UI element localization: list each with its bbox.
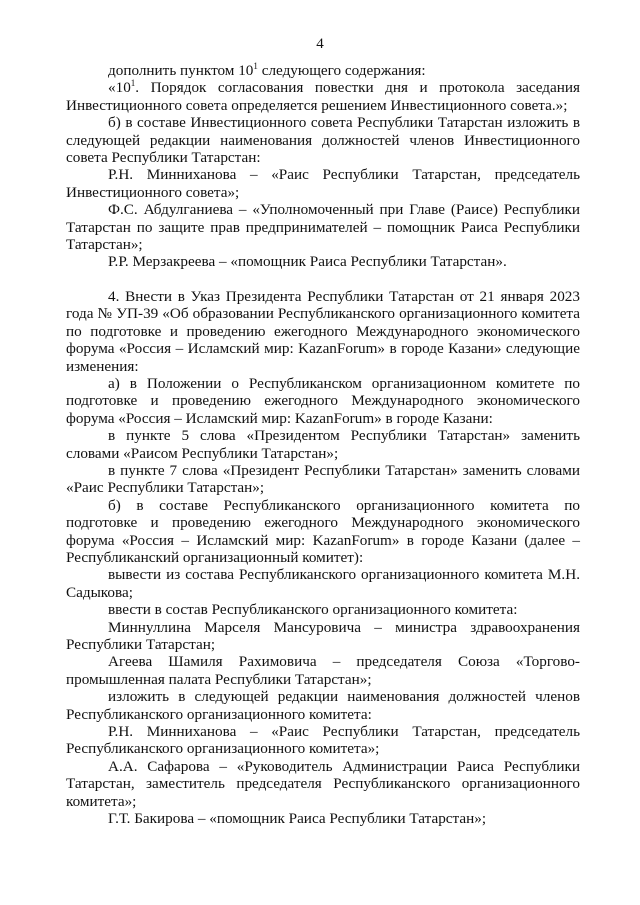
paragraph-item-4: 4. Внести в Указ Президента Республики Татарстан от 21 января 2023 года № УП-39 «Об образовании Республиканского организационного комитета по подготовке и проведению ежегодного Международного экономического форума «Россия – Исламский мир: KazanForum» в городе Казани» следующие изменения: <box>66 287 580 375</box>
paragraph-point-5: в пункте 5 слова «Президентом Республики Татарстан» заменить словами «Раисом Республики Татарстан»; <box>66 427 580 462</box>
paragraph-bakirov: Г.Т. Бакирова – «помощник Раиса Республики Татарстан»; <box>108 810 487 828</box>
paragraph-point-10-1: «$10^1$. Порядок согласования повестки дня и протокола заседания Инвестиционного совета определяется решением Инвестиционного совета.»; <box>66 78 580 114</box>
paragraph-add-members: ввести в состав Республиканского организационного комитета: <box>108 601 518 619</box>
paragraph-abdulganiev: Ф.С. Абдулганиева – «Уполномоченный при Главе (Раисе) Республики Татарстан по защите прав предпринимателей – помощник Раиса Республики Татарстан»; <box>66 201 580 254</box>
paragraph-ageev: Агеева Шамиля Рахимовича – председателя Союза «Торгово-промышленная палата Республики Татарстан»; <box>66 653 580 688</box>
paragraph-safarov: А.А. Сафарова – «Руководитель Администрации Раиса Республики Татарстан, заместитель председателя Республиканского организационного комитета»; <box>66 757 580 810</box>
document-body <box>66 62 580 827</box>
paragraph-regulation: а) в Положении о Республиканском организационном комитете по подготовке и проведению ежегодного Международного экономического форума «Россия – Исламский мир: KazanForum» в городе Казани: <box>66 374 580 427</box>
paragraph-minnullin: Миннуллина Марселя Мансуровича – министра здравоохранения Республики Татарстан; <box>66 618 580 653</box>
paragraph-merzakreev: Р.Р. Мерзакреева – «помощник Раиса Республики Татарстан». <box>108 253 507 271</box>
paragraph-remove-sadykov: вывести из состава Республиканского организационного комитета М.Н. Садыкова; <box>66 566 580 601</box>
paragraph-committee-composition: б) в составе Республиканского организационного комитета по подготовке и проведению ежегодного Международного экономического форума «Россия – Исламский мир: KazanForum» в городе Казани (далее – Республиканский организационный комитет): <box>66 496 580 566</box>
page-number: 4 <box>316 36 324 52</box>
paragraph-investment-council: б) в составе Инвестиционного совета Республики Татарстан изложить в следующей редакции наименования должностей членов Инвестиционного совета Республики Татарстан: <box>66 114 580 167</box>
paragraph-minnikhanov-1: Р.Н. Минниханова – «Раис Республики Татарстан, председатель Инвестиционного совета»; <box>66 166 580 201</box>
paragraph-point-7: в пункте 7 слова «Президент Республики Татарстан» заменить словами «Раис Республики Татарстан»; <box>66 461 580 497</box>
paragraph-rename-positions: изложить в следующей редакции наименования должностей членов Республиканского организационного комитета: <box>66 688 580 723</box>
paragraph-minnikhanov-2: Р.Н. Минниханова – «Раис Республики Татарстан, председатель Республиканского организационного комитета»; <box>66 723 580 758</box>
paragraph-add-point: дополнить пунктом $10^1$ следующего содержания: <box>108 61 426 79</box>
